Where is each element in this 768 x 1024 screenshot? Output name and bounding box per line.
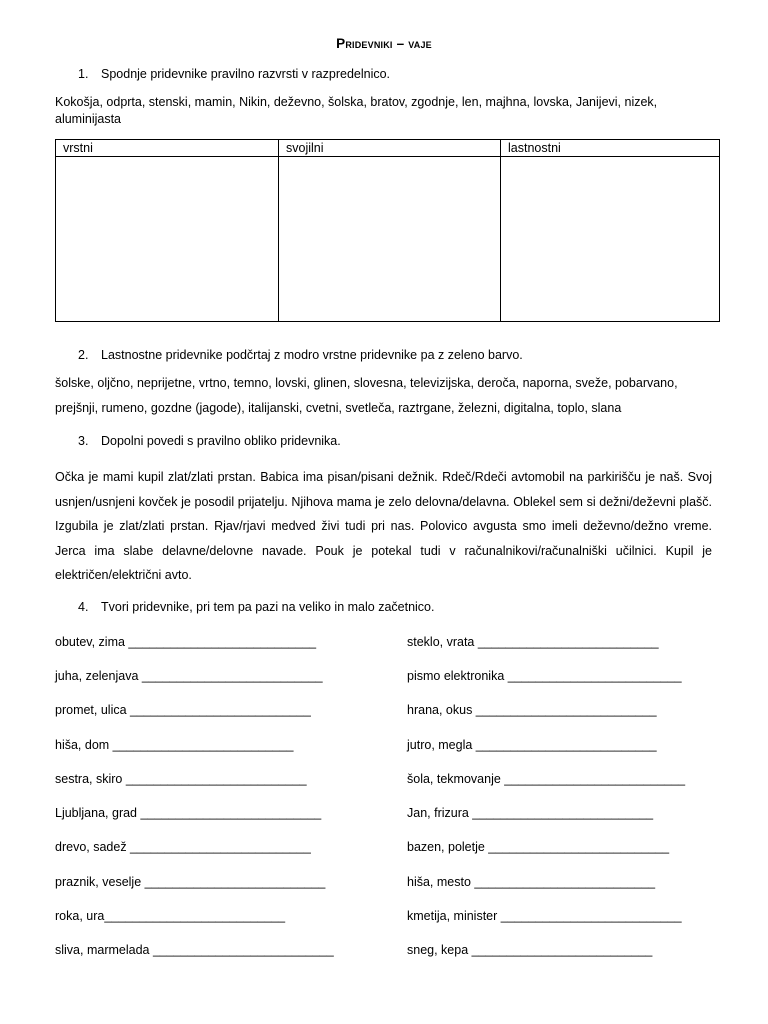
- table-cell-lastnostni[interactable]: [501, 157, 720, 322]
- exercise-item[interactable]: roka, ura__________________________: [55, 909, 286, 923]
- task-2-instruction: [78, 348, 523, 362]
- task-4-instruction: [78, 600, 434, 614]
- task-number: 1.: [78, 67, 89, 81]
- exercise-item[interactable]: hiša, dom __________________________: [55, 738, 294, 752]
- exercise-item[interactable]: jutro, megla __________________________: [407, 738, 657, 752]
- task-2-word-list: šolske, oljčno, neprijetne, vrtno, temno, lovski, glinen, slovesna, televizijska, deroča, naporna, sveže, pobarvano, prejšnji, rumeno, gozdne (jagode), italijanski, cvetni, svetleča, raztrgane, železni, digitalna, toplo, slana: [55, 376, 678, 415]
- exercise-item[interactable]: praznik, veselje __________________________: [55, 875, 326, 889]
- instruction-text: Dopolni povedi s pravilno obliko pridevnika.: [101, 434, 341, 448]
- table-cell-svojilni[interactable]: [279, 157, 501, 322]
- task-3-instruction: [78, 434, 341, 448]
- exercise-item[interactable]: juha, zelenjava __________________________: [55, 669, 323, 683]
- table-cell-vrstni[interactable]: [56, 157, 279, 322]
- task-1-instruction: [78, 67, 390, 81]
- table-header-svojilni: svojilni: [279, 140, 501, 157]
- exercise-item[interactable]: kmetija, minister __________________________: [407, 909, 682, 923]
- exercise-item[interactable]: drevo, sadež __________________________: [55, 840, 311, 854]
- exercise-item[interactable]: Jan, frizura __________________________: [407, 806, 654, 820]
- exercise-item[interactable]: promet, ulica __________________________: [55, 703, 311, 717]
- exercise-item[interactable]: sestra, skiro __________________________: [55, 772, 307, 786]
- table-header-lastnostni: lastnostni: [501, 140, 720, 157]
- exercise-item[interactable]: sliva, marmelada __________________________: [55, 943, 334, 957]
- instruction-text: Spodnje pridevnike pravilno razvrsti v razpredelnico.: [101, 67, 391, 81]
- instruction-text: Tvori pridevnike, pri tem pa pazi na veliko in malo začetnico.: [101, 600, 435, 614]
- task-number: 4.: [78, 600, 89, 614]
- exercise-item[interactable]: steklo, vrata __________________________: [407, 635, 659, 649]
- task-number: 2.: [78, 348, 89, 362]
- exercise-item[interactable]: hrana, okus __________________________: [407, 703, 657, 717]
- task-3-text: Očka je mami kupil zlat/zlati prstan. Babica ima pisan/pisani dežnik. Rdeč/Rdeči avtomobil na parkirišču je naš. Svoj usnjen/usnjeni kovček je posodil prijatelju. Njihova mama je zelo delovna/delavna. Oblekel sem si dežni/deževni plašč. Izgubila je zlat/zlati prstan. Rjav/rjavi medved živi tudi pri nas. Polovico avgusta smo imeli deževno/dežno vreme. Jerca ima slabe delavne/delovne navade. Pouk je potekal tudi v računalnikovi/računalniški učilnici. Kupil je električen/električni avto.: [55, 470, 712, 582]
- table-header-vrstni: vrstni: [56, 140, 279, 157]
- exercise-item[interactable]: Ljubljana, grad __________________________: [55, 806, 322, 820]
- exercise-item[interactable]: pismo elektronika _________________________: [407, 669, 682, 683]
- task-1-word-list: Kokošja, odprta, stenski, mamin, Nikin, deževno, šolska, bratov, zgodnje, len, majhna, lovska, Janijevi, nizek, aluminijasta: [55, 95, 658, 126]
- task-number: 3.: [78, 434, 89, 448]
- sorting-table: [55, 139, 720, 322]
- page-title: Pridevniki – vaje: [336, 36, 432, 51]
- instruction-text: Lastnostne pridevnike podčrtaj z modro vrstne pridevnike pa z zeleno barvo.: [101, 348, 523, 362]
- exercise-item[interactable]: hiša, mesto __________________________: [407, 875, 656, 889]
- exercise-item[interactable]: bazen, poletje __________________________: [407, 840, 670, 854]
- exercise-item[interactable]: sneg, kepa __________________________: [407, 943, 653, 957]
- exercise-item[interactable]: šola, tekmovanje __________________________: [407, 772, 686, 786]
- exercise-item[interactable]: obutev, zima ___________________________: [55, 635, 317, 649]
